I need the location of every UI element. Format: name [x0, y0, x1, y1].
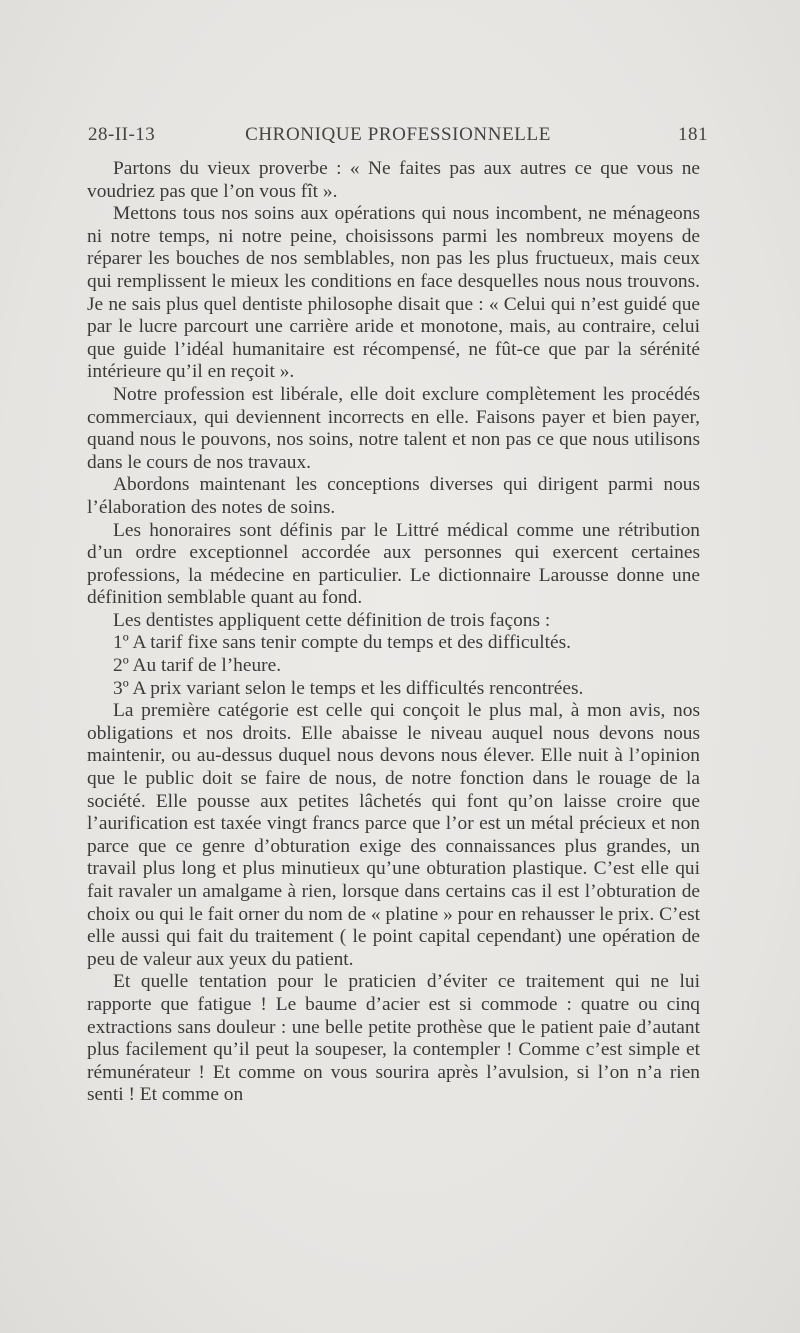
paragraph: Les honoraires sont définis par le Littré médical comme une rétribution d’un ordre exceptionnel accordée aux personnes qui exercent certaines professions, la médecine en particulier. Le dictionnaire Larousse donne une définition semblable quant au fond.	[87, 519, 700, 609]
paragraph: Mettons tous nos soins aux opérations qui nous incombent, ne ménageons ni notre temps, ni notre peine, choisissons parmi les nombreux moyens de réparer les bouches de nos semblables, non pas les plus fructueux, mais ceux qui remplissent le mieux les conditions en face desquelles nous nous trouvons. Je ne sais plus quel dentiste philosophe disait que : « Celui qui n’est guidé que par le lucre parcourt une carrière aride et monotone, mais, au contraire, celui que guide l’idéal humanitaire est récompensé, ne fût-ce que par la sérénité intérieure qu’il en reçoit ».	[87, 203, 700, 383]
list-item: 1º A tarif fixe sans tenir compte du temps et des difficultés.	[113, 632, 571, 654]
paragraph: Notre profession est libérale, elle doit exclure complètement les procédés commerciaux, qui deviennent incorrects en elle. Faisons payer et bien payer, quand nous le pouvons, nos soins, notre talent et non pas ce que nous utilisons dans le cours de nos travaux.	[87, 383, 700, 473]
paragraph: La première catégorie est celle qui conçoit le plus mal, à mon avis, nos obligations et nos droits. Elle abaisse le niveau auquel nous devons nous maintenir, ou au-dessus duquel nous devons nous élever. Elle nuit à l’opinion que le public doit se faire de nous, de notre fonction dans le rouage de la société. Elle pousse aux petites lâchetés qui font qu’on laisse croire que l’aurification est taxée vingt francs parce que l’or est un métal précieux et non parce que ce genre d’obturation exige des connaissances plus grandes, un travail plus long et plus minutieux qu’une obturation plastique. C’est elle qui fait ravaler un amalgame à rien, lorsque dans certains cas il est l’obturation de choix ou qui le fait orner du nom de « platine » pour en rehausser le prix. C’est elle aussi qui fait du traitement ( le point capital cependant) une opération de peu de valeur aux yeux du patient.	[87, 700, 700, 970]
paragraph: Partons du vieux proverbe : « Ne faites pas aux autres ce que vous ne voudriez pas que l’on vous fît ».	[87, 158, 700, 202]
issue-date: 28-II-13	[88, 124, 156, 145]
page-header	[88, 124, 708, 152]
paragraph: Abordons maintenant les conceptions diverses qui dirigent parmi nous l’élaboration des notes de soins.	[87, 474, 700, 518]
paragraph: Et quelle tentation pour le praticien d’éviter ce traitement qui ne lui rapporte que fatigue ! Le baume d’acier est si commode : quatre ou cinq extractions sans douleur : une belle petite prothèse que le patient paie d’autant plus facilement qu’il peut la soupeser, la contempler ! Comme c’est simple et rémunérateur ! Et comme on vous sourira après l’avulsion, si l’on n’a rien senti ! Et comme on	[87, 971, 700, 1106]
paragraph: Les dentistes appliquent cette définition de trois façons :	[113, 609, 551, 631]
body-text	[87, 158, 700, 1107]
list-item: 2º Au tarif de l’heure.	[113, 655, 282, 677]
page-number: 181	[678, 124, 708, 145]
running-title: CHRONIQUE PROFESSIONNELLE	[245, 124, 551, 145]
list-item: 3º A prix variant selon le temps et les difficultés rencontrées.	[113, 677, 584, 699]
